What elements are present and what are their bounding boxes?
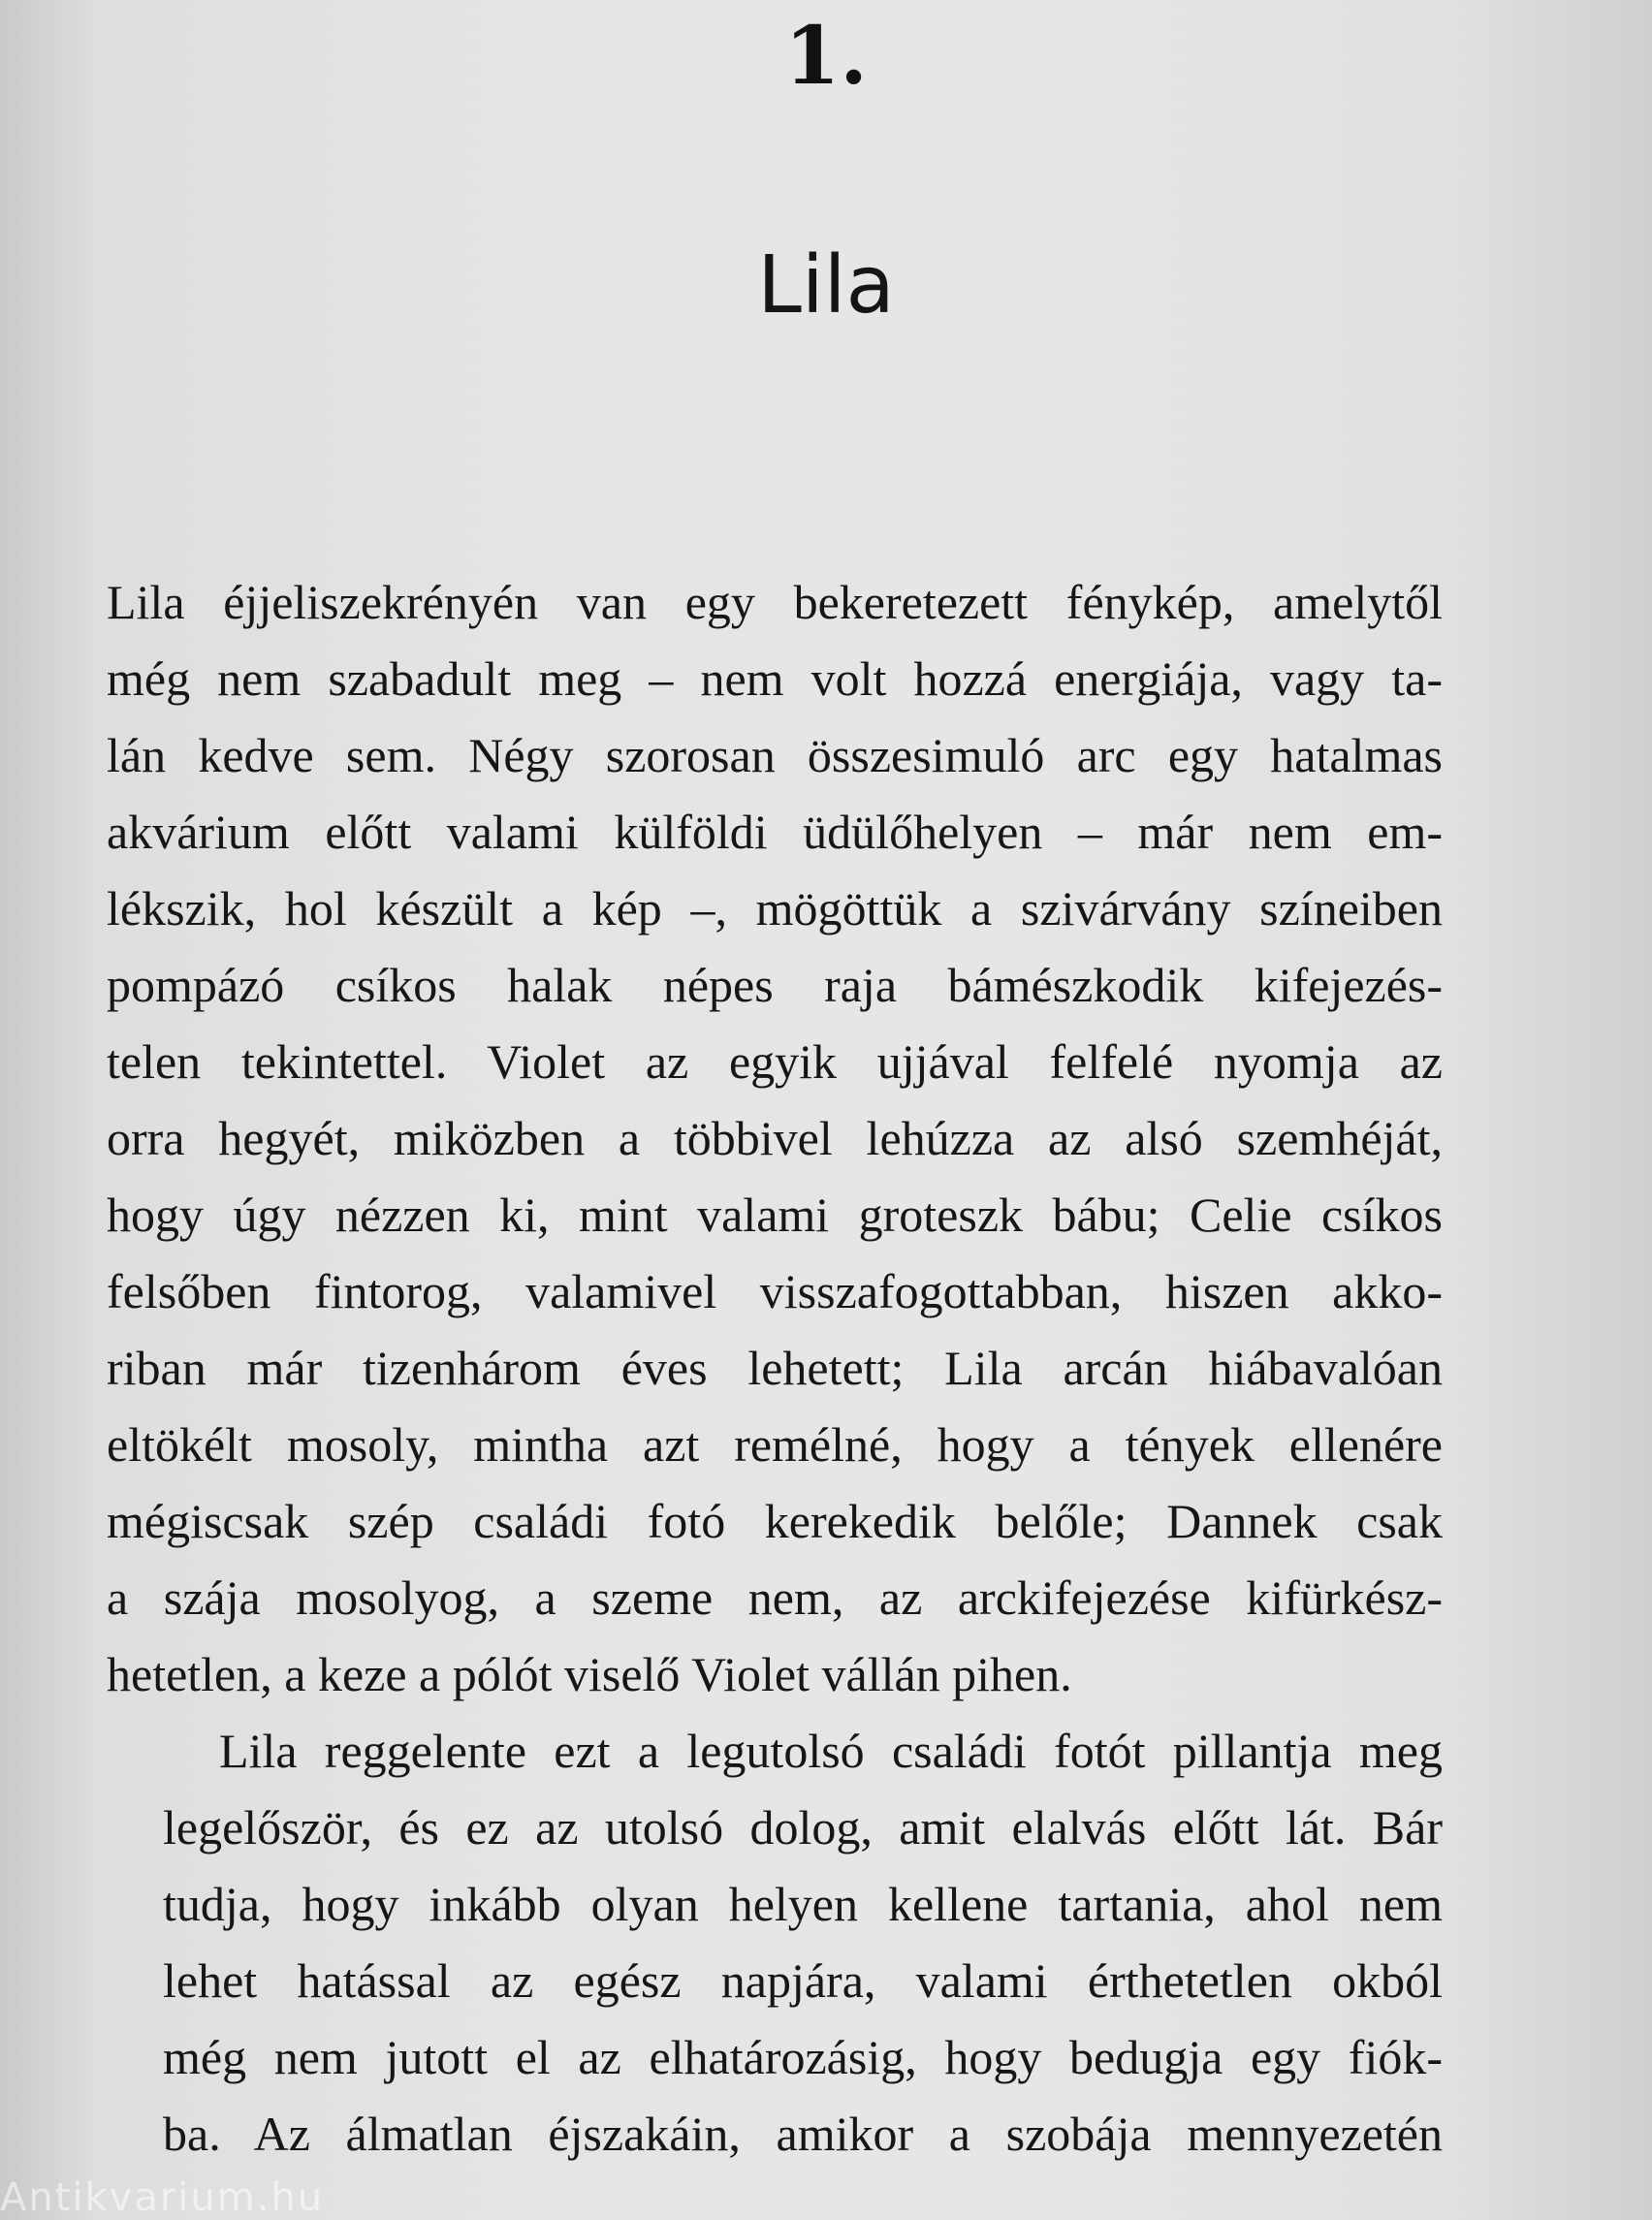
chapter-number: 1. <box>784 10 868 103</box>
text-line: még nem jutott el az elhatározásig, hogy bedugja egy fiók- <box>163 2030 1443 2084</box>
text-line: riban már tizenhárom éves lehetett; Lila arcán hiábavalóan <box>107 1341 1443 1395</box>
body-text <box>107 564 1443 2172</box>
paragraph-1 <box>107 564 1443 1713</box>
paragraph-2 <box>107 1713 1443 2172</box>
text-line: pompázó csíkos halak népes raja bámészkodik kifejezés- <box>107 958 1443 1012</box>
text-line: orra hegyét, miközben a többivel lehúzza az alsó szemhéját, <box>107 1111 1443 1165</box>
text-line: telen tekintettel. Violet az egyik ujjával felfelé nyomja az <box>107 1034 1443 1089</box>
text-line: felsőben fintorog, valamivel visszafogottabban, hiszen akko- <box>107 1264 1443 1318</box>
chapter-title: Lila <box>757 239 895 332</box>
text-line: lehet hatással az egész napjára, valami érthetetlen okból <box>163 1953 1443 2008</box>
text-line: hogy úgy nézzen ki, mint valami groteszk bábu; Celie csíkos <box>107 1188 1443 1242</box>
text-line: Lila reggelente ezt a legutolsó családi fotót pillantja meg <box>219 1724 1443 1778</box>
text-line: ba. Az álmatlan éjszakáin, amikor a szobája mennyezetén <box>163 2107 1443 2161</box>
text-line: még nem szabadult meg – nem volt hozzá energiája, vagy ta- <box>107 651 1443 706</box>
text-line: lékszik, hol készült a kép –, mögöttük a szivárvány színeiben <box>107 881 1443 936</box>
text-line: Lila éjjeliszekrényén van egy bekeretezett fénykép, amelytől <box>107 575 1443 629</box>
text-line: mégiscsak szép családi fotó kerekedik belőle; Dannek csak <box>107 1494 1443 1548</box>
text-line: akvárium előtt valami külföldi üdülőhelyen – már nem em- <box>107 805 1443 859</box>
watermark-logo: Antikvarium.hu <box>0 2175 325 2220</box>
text-line: hetetlen, a keze a pólót viselő Violet vállán pihen. <box>107 1647 1072 1701</box>
text-line: lán kedve sem. Négy szorosan összesimuló arc egy hatalmas <box>107 728 1443 782</box>
text-line: eltökélt mosoly, mintha azt remélné, hogy a tények ellenére <box>107 1417 1443 1472</box>
text-line: legelőször, és ez az utolsó dolog, amit elalvás előtt lát. Bár <box>163 1800 1443 1855</box>
text-line: a szája mosolyog, a szeme nem, az arckifejezése kifürkész- <box>107 1570 1443 1625</box>
text-line: tudja, hogy inkább olyan helyen kellene tartania, ahol nem <box>163 1877 1443 1931</box>
